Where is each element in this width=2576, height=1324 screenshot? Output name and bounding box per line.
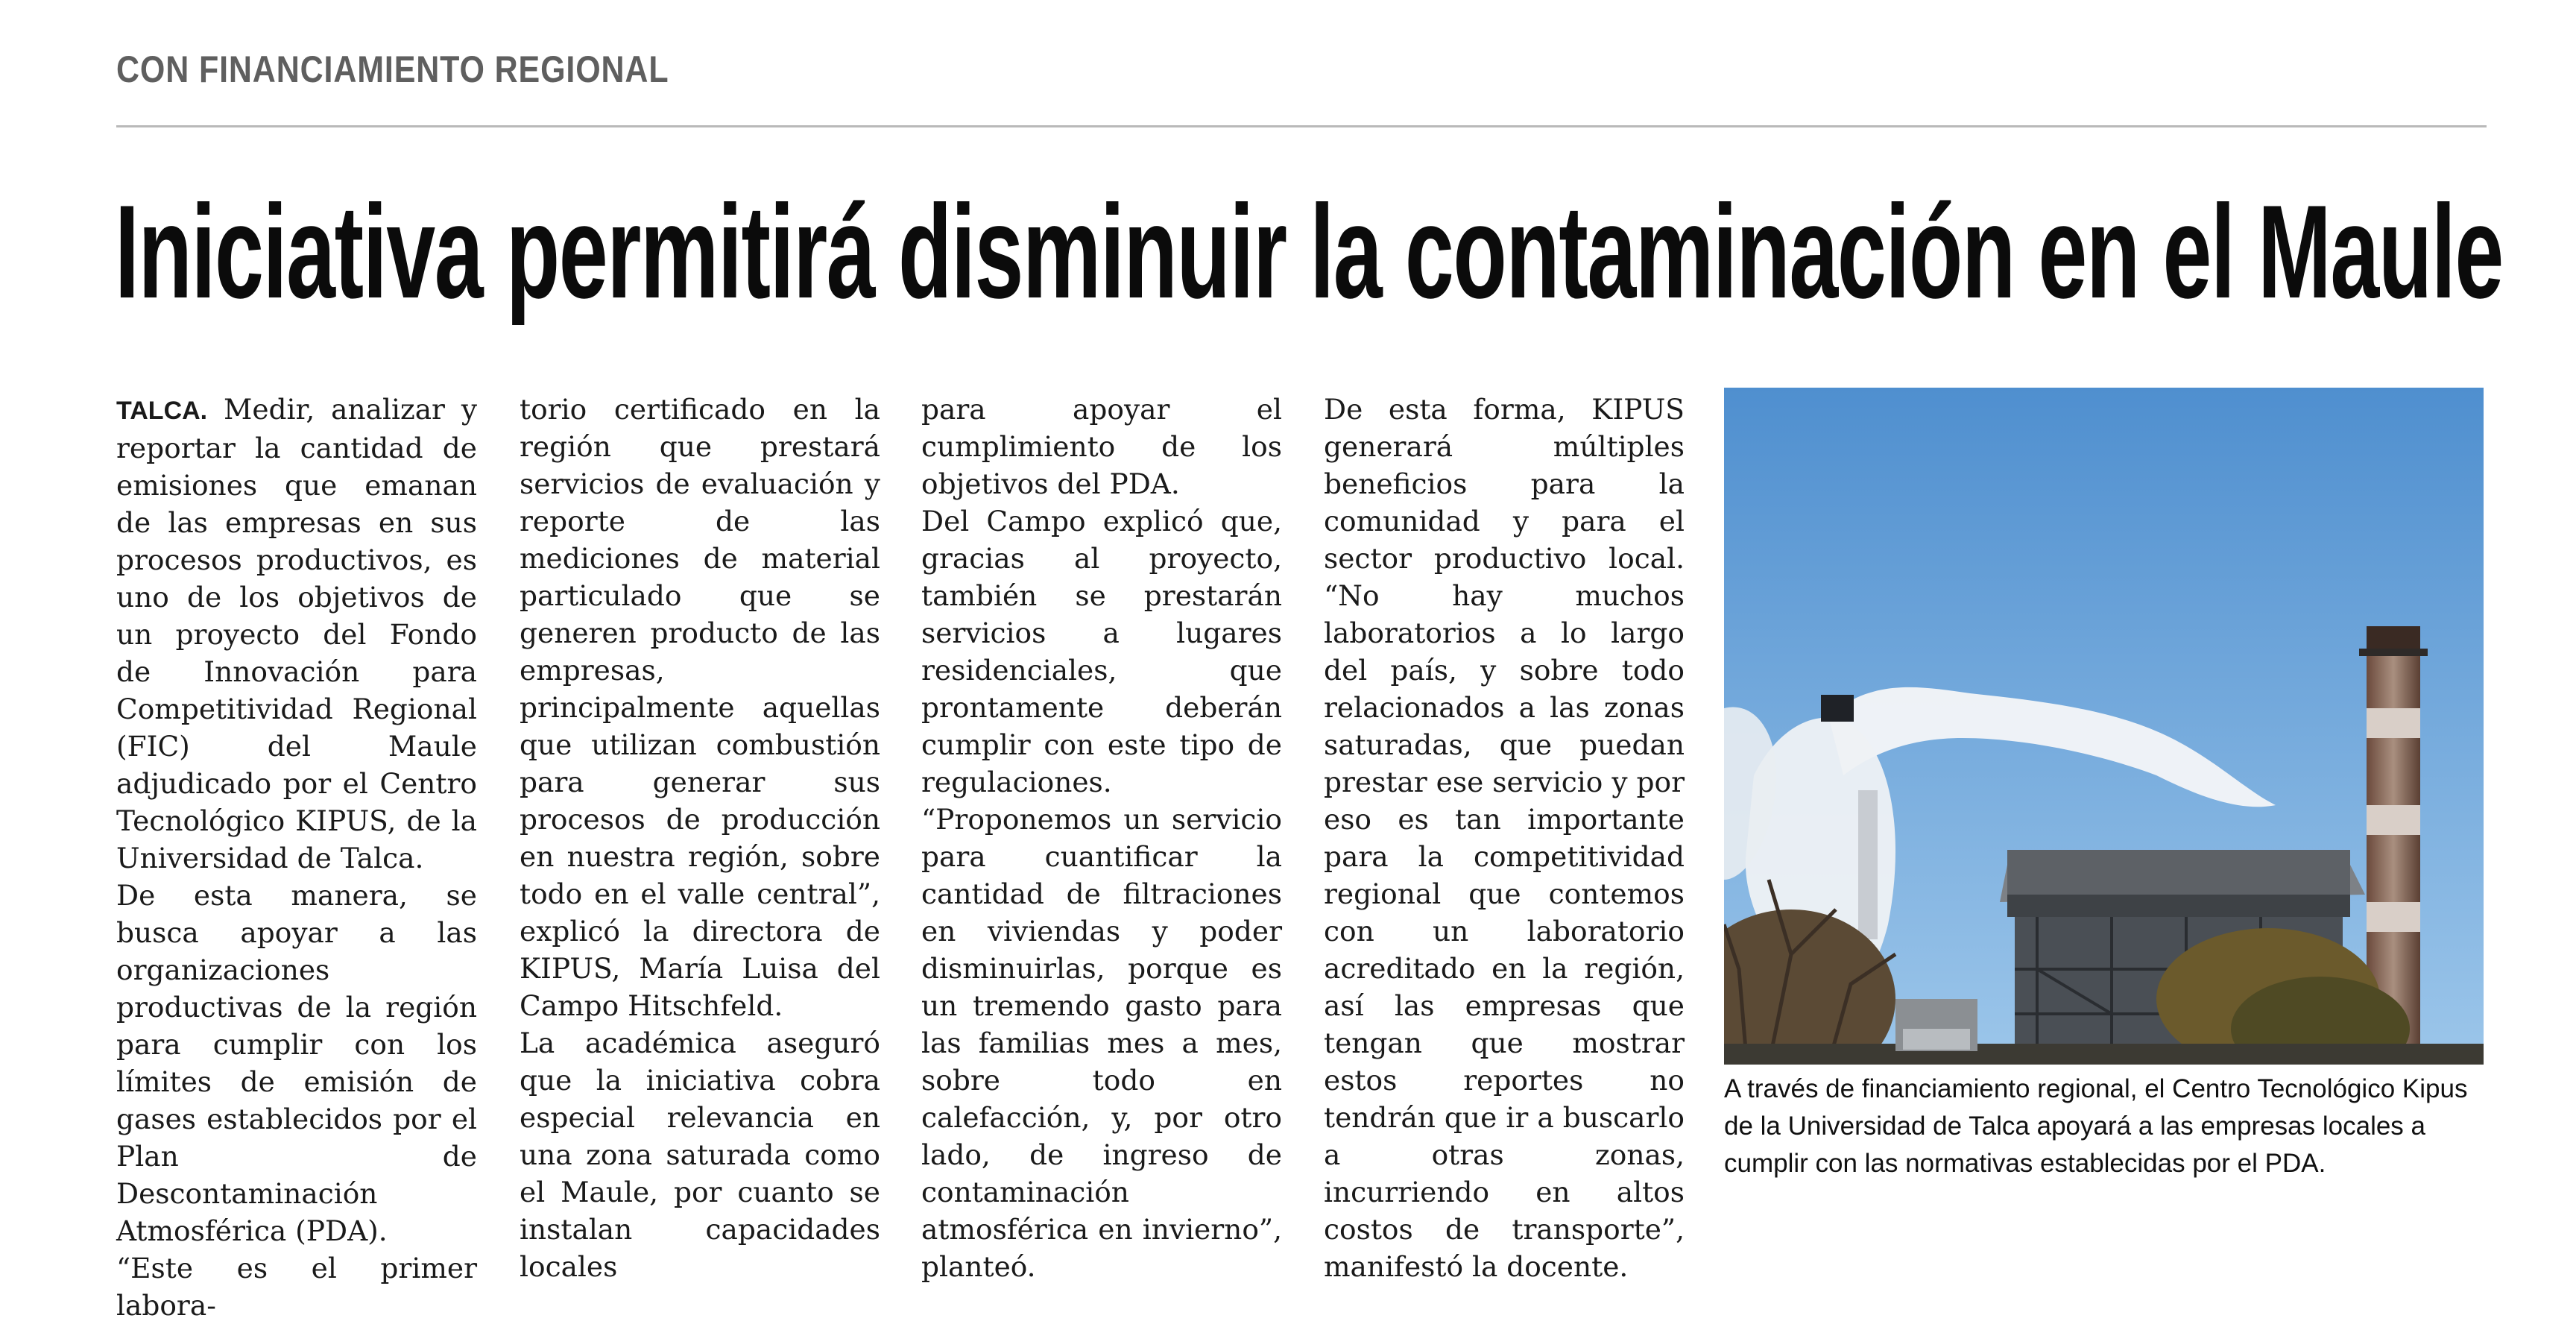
photo-caption: A través de financiamiento regional, el Centro Tecnológico Kipus de la Universidad de Talca apoyará a las empresas locales a cumplir con las normativas establecidas por el PDA. <box>1724 1074 2468 1178</box>
article-paragraph: Del Campo explicó que, gracias al proyecto, también se prestarán servicios a lugares residenciales, que prontamente deberán cumplir con este tipo de regulaciones. <box>921 505 1282 798</box>
article-column-1 <box>116 391 477 1324</box>
article-paragraph: De esta manera, se busca apoyar a las organizaciones productivas de la región para cumplir con los límites de emisión de gases establecidos por el Plan de Descontaminación Atmosférica (PDA). <box>116 879 477 1247</box>
article-headline: Iniciativa permitirá disminuir la contaminación en el Maule <box>115 177 2503 326</box>
article-paragraph: “Este es el primer labora- <box>116 1252 477 1322</box>
article-paragraph: torio certificado en la región que prestará servicios de evaluación y reporte de las mediciones de material particulado que se generen producto de las empresas, principalmente aquellas que utilizan combustión para generar sus procesos de producción en nuestra región, sobre todo en el valle central”, explicó la directora de KIPUS, María Luisa del Campo Hitschfeld. <box>520 393 880 1022</box>
article-paragraph: La académica aseguró que la iniciativa cobra especial relevancia en una zona saturada como el Maule, por cuanto se instalan capacidades locales <box>520 1027 880 1283</box>
article-paragraph: “Proponemos un servicio para cuantificar la cantidad de filtraciones en viviendas y poder disminuirlas, porque es un tremendo gasto para las familias mes a mes, sobre todo en calefacción, y, por otro lado, de ingreso de contaminación atmosférica en invierno”, planteó. <box>921 803 1282 1283</box>
article-column-2 <box>520 391 880 1285</box>
article-paragraph: para apoyar el cumplimiento de los objetivos del PDA. <box>921 393 1282 500</box>
article-column-4 <box>1324 391 1685 1285</box>
article-paragraph: De esta forma, KIPUS generará múltiples beneficios para la comunidad y para el sector productivo local. “No hay muchos laboratorios a lo largo del país, y sobre todo relacionados a las zonas saturadas, que puedan prestar ese servicio y por eso es tan importante para la competitividad regional que contemos con un laboratorio acreditado en la región, así las empresas que tengan que mostrar estos reportes no tendrán que ir a buscarlo a otras zonas, incurriendo en altos costos de transporte”, manifestó la docente. <box>1324 393 1685 1283</box>
dateline: TALCA. <box>116 397 208 425</box>
section-divider <box>116 125 2487 127</box>
column-1-text: Medir, analizar y reportar la cantidad de emisiones que emanan de las empresas en sus procesos productivos, es uno de los objetivos de un proyecto del Fondo de Innovación para Competitividad Regional (FIC) del Maule adjudicado por el Centro Tecnológico KIPUS, de la Universidad de Talca. De esta manera, se busca apoyar a las organizaciones productivas de la región para cumplir con los límites de emisión de gases establecidos por el Plan de Descontaminación Atmosférica (PDA). “Este es el primer labora- <box>116 393 477 1324</box>
article-photo-factory-chimneys <box>1724 388 2484 1065</box>
article-column-3 <box>921 391 1282 1285</box>
section-kicker: CON FINANCIAMIENTO REGIONAL <box>116 48 669 90</box>
